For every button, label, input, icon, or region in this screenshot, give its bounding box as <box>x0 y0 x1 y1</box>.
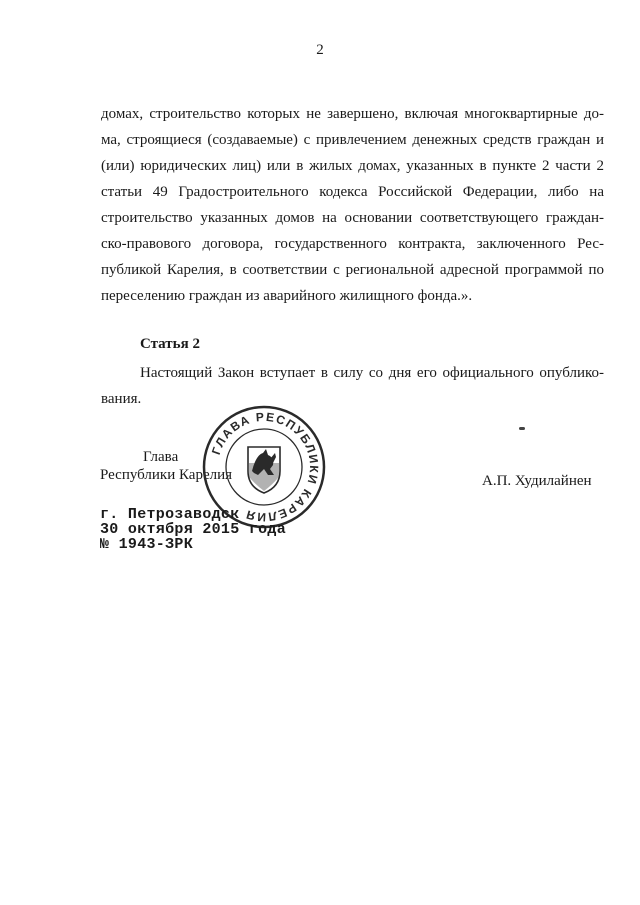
signer-name: А.П. Худилайнен <box>482 473 592 489</box>
signature-title-line1: Глава <box>143 449 179 465</box>
paragraph-line: домах, строительство которых не завершено, включая многоквартирные до- <box>101 106 604 122</box>
city-line: г. Петрозаводск <box>100 506 240 523</box>
paragraph-line: статьи 49 Градостроительного кодекса Российской Федерации, либо на <box>101 184 604 200</box>
paragraph-line: ско-правового договора, государственного контракта, заключенного Рес- <box>101 236 604 252</box>
paragraph-line: публикой Карелия, в соответствии с региональной адресной программой по <box>101 262 604 278</box>
coat-of-arms-icon <box>248 447 280 493</box>
date-line: 30 октября 2015 года <box>100 521 287 538</box>
paragraph-line: (или) юридических лиц) или в жилых домах, указанных в пункте 2 части 2 <box>101 158 604 174</box>
paragraph-line: ма, строящиеся (создаваемые) с привлечением денежных средств граждан и <box>101 132 604 148</box>
signature-title-line2: Республики Карелия <box>100 467 233 483</box>
paragraph-line: переселению граждан из аварийного жилищного фонда.». <box>101 288 473 304</box>
seal-ring-textpath: ГЛАВА РЕСПУБЛИКИ КАРЕЛИЯ <box>208 409 322 525</box>
law-number: № 1943-ЗРК <box>100 536 194 553</box>
article-text-line: Настоящий Закон вступает в силу со дня его официального опублико- <box>140 365 604 381</box>
signature-pen-mark <box>519 427 525 430</box>
paragraph-line: строительство указанных домов на основании соответствующего граждан- <box>101 210 604 226</box>
article-text-line: вания. <box>101 391 142 407</box>
article-heading: Статья 2 <box>140 336 200 352</box>
page-number: 2 <box>316 42 324 58</box>
